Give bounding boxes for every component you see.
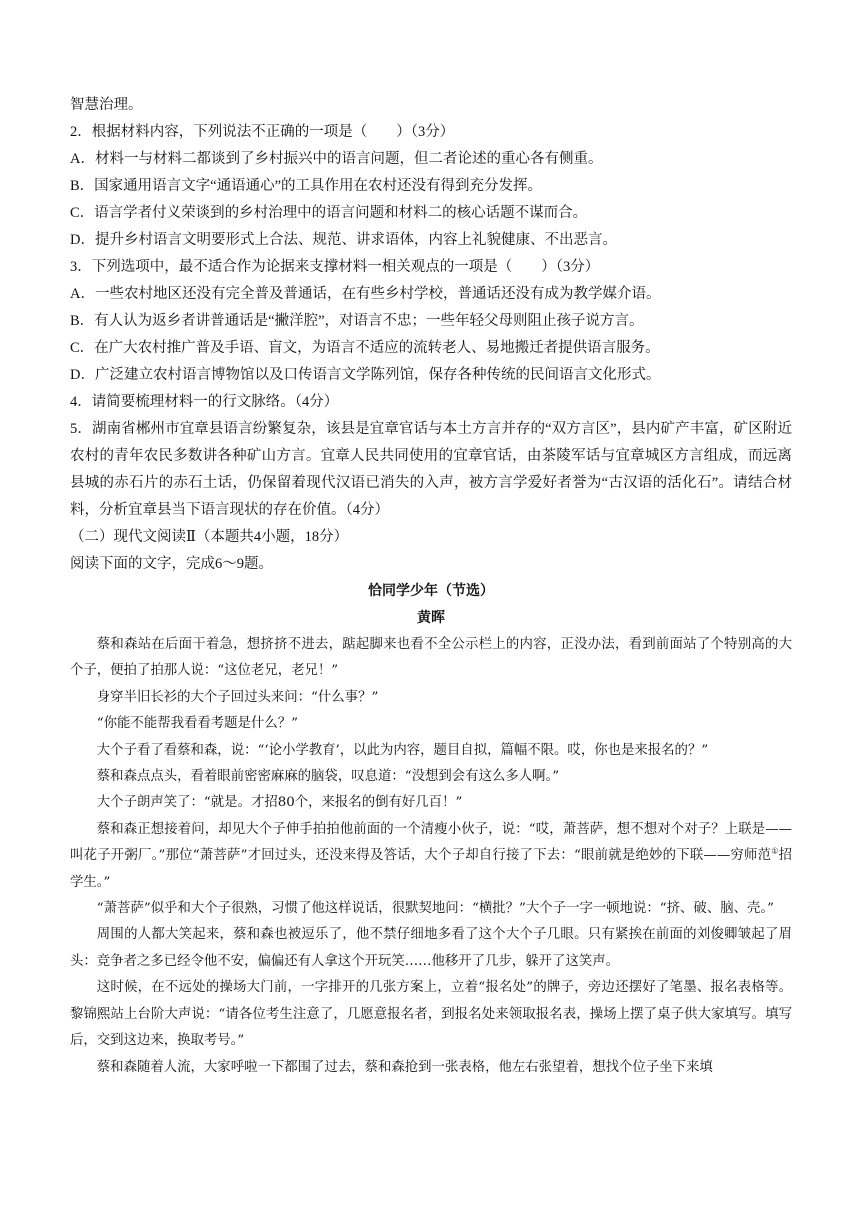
story-paragraph-8: “萧菩萨”似乎和大个子很熟，习惯了他这样说话，很默契地问：“横批？”大个子一字一顿地说：“挤、破、脑、壳。” [96, 901, 774, 917]
story-paragraph-7 [70, 817, 792, 896]
story-author: 黄晖 [417, 610, 445, 626]
story-paragraph-2: 身穿半旧长衫的大个子回过头来问：“什么事？” [96, 689, 379, 705]
exam-page [70, 92, 792, 1081]
question-3-option-c: C．在广大农村推广普及手语、盲文，为语言不适应的流转老人、易地搬迁者提供语言服务。 [70, 340, 660, 356]
story-paragraph-6: 大个子朗声笑了：“就是。才招80个，来报名的倒有好几百！” [96, 795, 463, 811]
question-2-stem: 2．根据材料内容，下列说法不正确的一项是（ ）（3分） [70, 124, 455, 140]
question-3-option-b: B．有人认为返乡者讲普通话是“撇洋腔”，对语言不忠；一些年轻父母则阻止孩子说方言。 [70, 313, 644, 329]
story-paragraph-3: “你能不能帮我看看考题是什么？” [96, 716, 298, 732]
question-2-option-b: B．国家通用语言文字“通语通心”的工具作用在农村还没有得到充分发挥。 [70, 178, 543, 194]
section-2-instruction: 阅读下面的文字，完成6～9题。 [70, 556, 273, 572]
footnote-marker: ① [771, 846, 779, 856]
question-3-option-d: D．广泛建立农村语言博物馆以及口传语言文学陈列馆，保存各种传统的民间语言文化形式。 [70, 367, 661, 383]
story-paragraph-11: 蔡和森随着人流，大家呼啦一下都围了过去，蔡和森抢到一张表格，他左右张望着，想找个位子坐下来填 [96, 1059, 713, 1075]
question-3-stem: 3．下列选项中，最不适合作为论据来支撑材料一相关观点的一项是（ ）（3分） [70, 259, 600, 275]
continued-text: 智慧治理。 [70, 97, 143, 113]
section-2-heading: （二）现代文阅读Ⅱ（本题共4小题，18分） [70, 529, 349, 545]
story-paragraph-4: 大个子看了看蔡和森，说：“‘论小学教育’，以此为内容，题目自拟，篇幅不限。哎，你也是来报名的？” [96, 742, 709, 758]
story-paragraph-9: 周围的人都大笑起来，蔡和森也被逗乐了，他不禁仔细地多看了这个大个子几眼。只有紧挨在前面的刘俊卿皱起了眉头：竞争者之多已经令他不安，偏偏还有人拿这个开玩笑……他移开了几步，躲开了这笑声。 [70, 927, 792, 969]
story-paragraph-10: 这时候，在不远处的操场大门前，一字排开的几张方案上，立着“报名处”的牌子，旁边还摆好了笔墨、报名表格等。黎锦熙站上台阶大声说：“请各位考生注意了，几愿意报名者，到报名处来领取报名表，操场上摆了桌子供大家填写。填写后，交到这边来，换取考号。” [70, 980, 792, 1049]
story-paragraph-7-text: 蔡和森正想接着问，却见大个子伸手拍拍他前面的一个清瘦小伙子，说：“哎，萧菩萨，想不想对个对子？上联是——叫花子开粥厂。”那位“萧菩萨”才回过头，还没来得及答话，大个子却自行接了下去：“眼前就是绝妙的下联——穷师范 [70, 821, 792, 864]
question-2-option-a: A．材料一与材料二都谈到了乡村振兴中的语言问题，但二者论述的重心各有侧重。 [70, 151, 603, 167]
story-title: 恰同学少年（节选） [368, 583, 494, 599]
question-2-option-d: D．提升乡村语言文明要形式上合法、规范、讲求语体，内容上礼貌健康、不出恶言。 [70, 232, 617, 248]
story-paragraph-5: 蔡和森点点头，看着眼前密密麻麻的脑袋，叹息道：“没想到会有这么多人啊。” [96, 769, 560, 785]
story-paragraph-7-tail: 招学生。” [70, 848, 793, 890]
question-3-option-a: A．一些农村地区还没有完全普及普通话，在有些乡村学校，普通话还没有成为教学媒介语。 [70, 286, 661, 302]
question-5: 5．湖南省郴州市宜章县语言纷繁复杂，该县是宜章官话与本土方言并存的“双方言区”，县内矿产丰富，矿区附近农村的青年农民多数讲各种矿山方言。宜章人民共同使用的宜章官话，由茶陵军话与宜章城区方言组成，而远离县城的赤石片的赤石土话，仍保留着现代汉语已消失的入声，被方言学爱好者誉为“古汉语的活化石”。请结合材料，分析宜章县当下语言现状的存在价值。（4分） [70, 421, 792, 518]
question-4: 4．请简要梳理材料一的行文脉络。（4分） [70, 394, 339, 410]
story-paragraph-1: 蔡和森站在后面干着急，想挤挤不进去，踮起脚来也看不全公示栏上的内容，正没办法，看到前面站了个特别高的大个子，便拍了拍那人说：“这位老兄，老兄！” [70, 637, 792, 679]
question-2-option-c: C．语言学者付义荣谈到的乡村治理中的语言问题和材料二的核心话题不谋而合。 [70, 205, 588, 221]
